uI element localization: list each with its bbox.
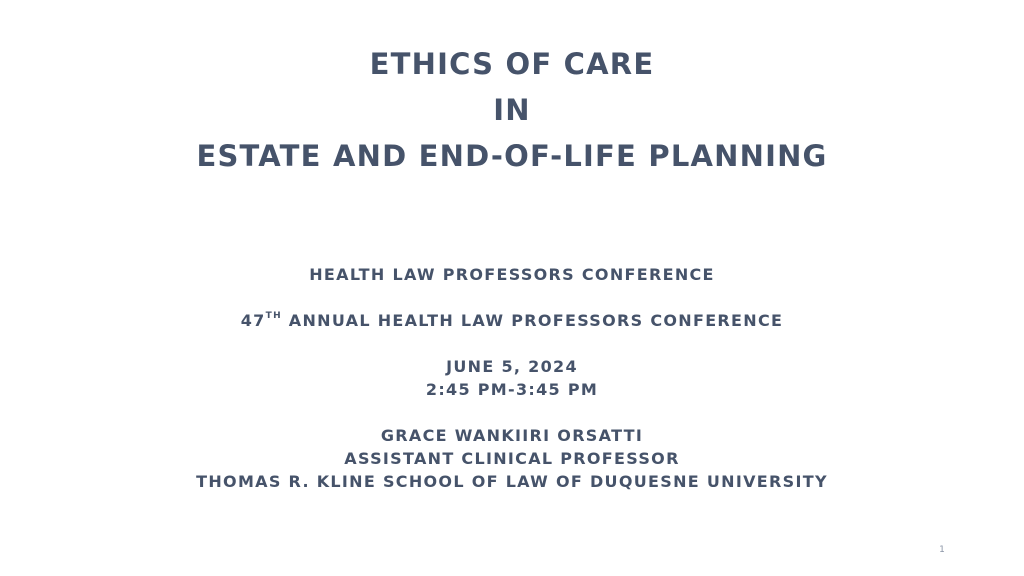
title-line-1: ETHICS OF CARE [369,47,655,81]
slide-subtitle [0,263,1024,493]
conference-date: JUNE 5, 2024 [446,357,578,376]
page-number: 1 [939,545,945,555]
title-line-3: ESTATE AND END-OF-LIFE PLANNING [196,139,828,173]
annual-conference-line [0,309,1024,332]
annual-number: 47 [240,311,266,330]
conference-name: HEALTH LAW PROFESSORS CONFERENCE [309,265,715,284]
presenter-affiliation: THOMAS R. KLINE SCHOOL OF LAW OF DUQUESNE UNIVERSITY [196,472,828,491]
presenter-name: GRACE WANKIIRI ORSATTI [380,426,644,445]
title-line-2: IN [493,93,531,127]
conference-time: 2:45 PM-3:45 PM [425,380,599,399]
slide-title [0,41,1024,179]
annual-suffix: TH [265,310,282,321]
presenter-title: ASSISTANT CLINICAL PROFESSOR [344,449,680,468]
annual-rest: ANNUAL HEALTH LAW PROFESSORS CONFERENCE [281,311,784,330]
